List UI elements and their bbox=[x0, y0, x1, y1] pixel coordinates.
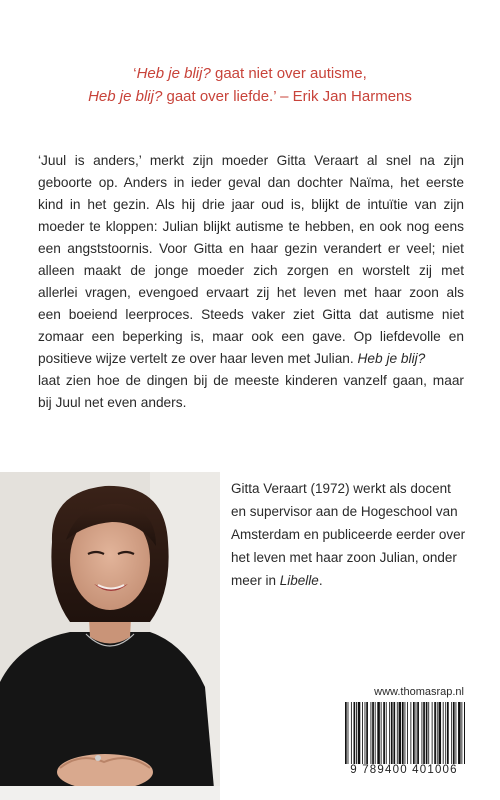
quote-text: gaat over liefde.’ bbox=[162, 88, 276, 105]
barcode-bar bbox=[371, 702, 372, 764]
barcode-bar bbox=[456, 702, 457, 764]
blurb-line: ‘Juul is anders,’ merkt zijn moeder Gitta Veraart al snel na zijn bbox=[38, 153, 464, 168]
barcode-bar bbox=[362, 702, 363, 764]
barcode-bar bbox=[402, 702, 404, 764]
barcode-bar bbox=[451, 702, 452, 764]
blurb-line: allerlei vragen, evengoed ervaart zij het leven met haar zoon als bbox=[38, 285, 464, 300]
barcode-bar bbox=[407, 702, 408, 764]
bio-magazine-title: Libelle bbox=[279, 573, 319, 588]
quote-line-1 bbox=[0, 62, 500, 85]
barcode-bar bbox=[416, 702, 417, 764]
blurb-line: zomaar een beperking is, maar ook een gave. Op liefdevolle en bbox=[38, 329, 464, 344]
blurb-line: moeder te kloppen: Julian blijkt autisme te hebben, en ook nog eens bbox=[38, 219, 464, 234]
barcode-bar bbox=[381, 702, 382, 764]
barcode-bar bbox=[422, 702, 423, 764]
barcode-bar bbox=[386, 702, 387, 764]
barcode-bar bbox=[366, 702, 368, 764]
bio-line: en supervisor aan de Hogeschool van bbox=[231, 504, 458, 519]
blurb-text: positieve wijze vertelt ze over haar leven met Julian. bbox=[38, 351, 354, 366]
bio-text: . bbox=[318, 573, 323, 588]
barcode-bar bbox=[365, 702, 366, 764]
bio-line: Gitta Veraart (1972) werkt als docent bbox=[231, 481, 451, 496]
blurb bbox=[38, 150, 464, 414]
barcode-bar bbox=[461, 702, 462, 764]
barcode-bar bbox=[393, 702, 395, 764]
barcode-bar bbox=[458, 702, 461, 764]
barcode-bar bbox=[383, 702, 385, 764]
barcode-bar bbox=[437, 702, 438, 764]
barcode-bar bbox=[426, 702, 428, 764]
blurb-line bbox=[38, 348, 464, 370]
barcode-bar bbox=[423, 702, 425, 764]
bio-line: het leven met haar zoon Julian, onder bbox=[231, 550, 457, 565]
barcode-bar bbox=[354, 702, 356, 764]
quote-text: gaat niet over autisme, bbox=[210, 65, 367, 82]
blurb-line: alleen maakt de jonge moeder zich zorgen en worstelt zij met bbox=[38, 263, 464, 278]
blurb-line: een angststoornis. Voor Gitta en haar gezin verandert er veel; niet bbox=[38, 241, 464, 256]
barcode-bar bbox=[453, 702, 455, 764]
barcode-bar bbox=[432, 702, 433, 764]
barcode-bar bbox=[417, 702, 419, 764]
blurb-line: laat zien hoe de dingen bij de meeste kinderen vanzelf gaan, maar bbox=[38, 373, 464, 388]
isbn-barcode bbox=[345, 702, 465, 764]
blurb-line: een boeiend leerproces. Steeds vaker ziet Gitta dat autisme niet bbox=[38, 307, 464, 322]
quote-attribution: – Erik Jan Harmens bbox=[276, 88, 412, 105]
blurb-line: bij Juul net even anders. bbox=[38, 395, 187, 410]
barcode-bar bbox=[413, 702, 415, 764]
barcode-bar bbox=[356, 702, 357, 764]
bio-line bbox=[231, 569, 467, 592]
quote-book-title: Heb je blij? bbox=[88, 88, 163, 105]
barcode-bar bbox=[445, 702, 446, 764]
barcode-bar bbox=[345, 702, 347, 764]
quote-book-title: Heb je blij? bbox=[136, 65, 211, 82]
blurb-book-title: Heb je blij? bbox=[357, 351, 426, 366]
author-bio bbox=[231, 477, 467, 592]
barcode-bar bbox=[464, 702, 465, 764]
barcode-bar bbox=[351, 702, 352, 764]
barcode-bar bbox=[439, 702, 442, 764]
barcode-bar bbox=[358, 702, 361, 764]
barcode-bar bbox=[434, 702, 436, 764]
barcode-bar bbox=[405, 702, 406, 764]
barcode-bar bbox=[399, 702, 402, 764]
barcode-bar bbox=[389, 702, 390, 764]
barcode-bar bbox=[443, 702, 444, 764]
barcode-bar bbox=[447, 702, 449, 764]
blurb-line: geboorte op. Anders in ieder geval dan dochter Naïma, het eerste bbox=[38, 175, 464, 190]
quote-line-2 bbox=[0, 85, 500, 108]
barcode-bar bbox=[428, 702, 429, 764]
bio-text: meer in bbox=[231, 573, 280, 588]
barcode-bar bbox=[391, 702, 393, 764]
barcode-bar bbox=[397, 702, 398, 764]
author-photo bbox=[0, 472, 220, 800]
barcode-bar bbox=[410, 702, 411, 764]
isbn-number: 9 789400 401006 bbox=[350, 764, 458, 776]
barcode-bar bbox=[377, 702, 380, 764]
bio-line: Amsterdam en publiceerde eerder over bbox=[231, 527, 466, 542]
publisher-website: www.thomasrap.nl bbox=[374, 686, 464, 698]
barcode-bar bbox=[375, 702, 376, 764]
barcode-bar bbox=[348, 702, 349, 764]
back-cover-quote bbox=[0, 62, 500, 108]
blurb-line: kind in het gezin. Als hij drie jaar oud is, blijkt de intuïtie van zijn bbox=[38, 197, 464, 212]
author-portrait-illustration bbox=[0, 472, 220, 800]
quote-open-mark: ‘ bbox=[133, 65, 137, 82]
barcode-bar bbox=[372, 702, 374, 764]
